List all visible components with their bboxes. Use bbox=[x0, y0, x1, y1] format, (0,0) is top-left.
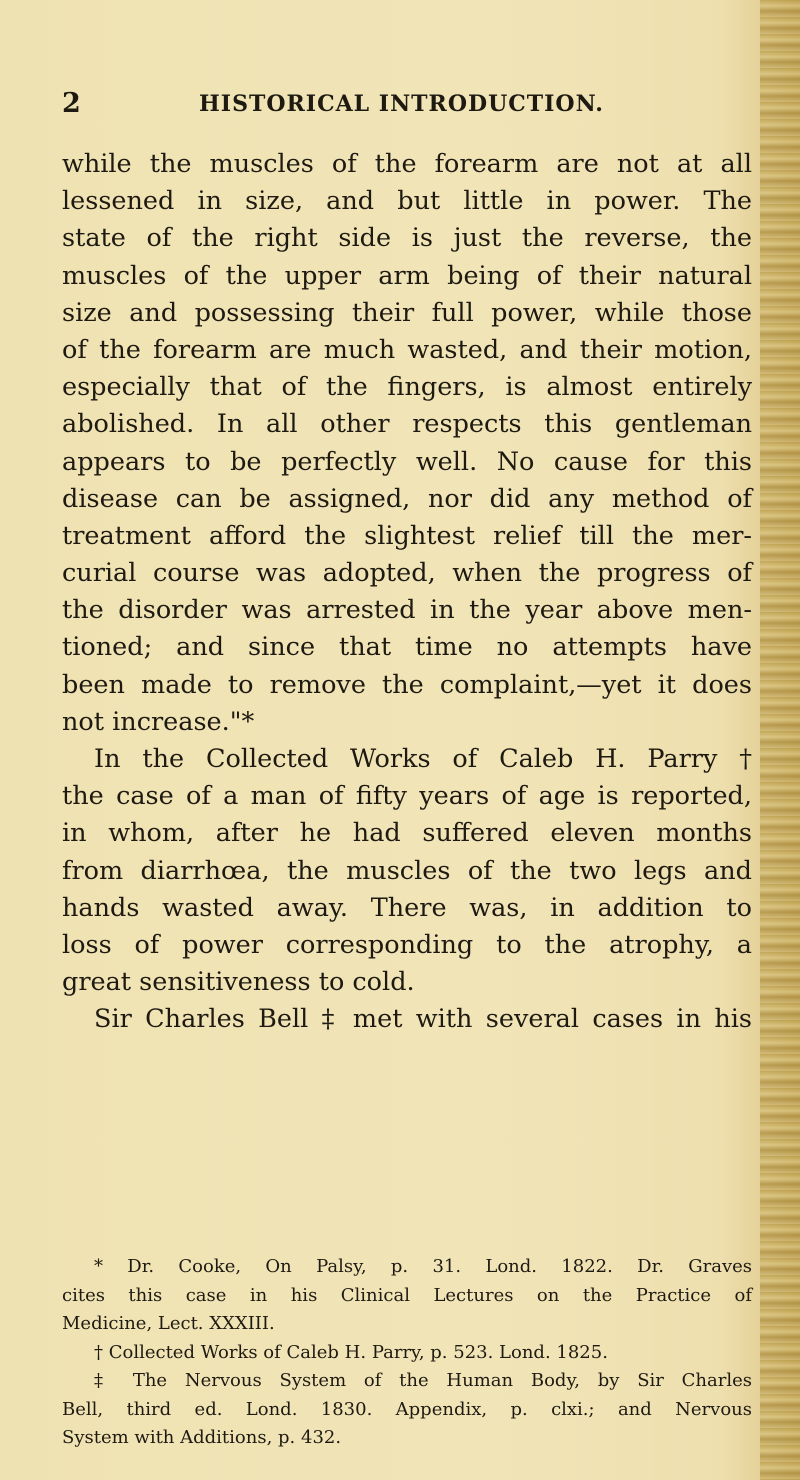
body-line: tioned; and since that time no attempts have bbox=[62, 632, 752, 663]
page-edge-shadow bbox=[760, 0, 800, 1480]
body-line: muscles of the upper arm being of their natural bbox=[62, 260, 752, 291]
body-line: state of the right side is just the reverse, the bbox=[62, 223, 752, 254]
body-line: been made to remove the complaint,—yet it does bbox=[62, 669, 752, 700]
body-line: especially that of the fingers, is almost entirely bbox=[62, 372, 752, 403]
running-head: HISTORICAL INTRODUCTION. bbox=[199, 91, 604, 117]
body-line: appears to be perfectly well. No cause for this bbox=[62, 446, 752, 477]
body-line: abolished. In all other respects this gentleman bbox=[62, 409, 752, 440]
body-line: of the forearm are much wasted, and their motion, bbox=[62, 334, 752, 365]
footnote-line: Bell, third ed. Lond. 1830. Appendix, p. clxi.; and Nervous bbox=[62, 1398, 752, 1420]
body-line: in whom, after he had suffered eleven months bbox=[62, 818, 752, 849]
body-line: while the muscles of the forearm are not at all bbox=[62, 149, 752, 179]
body-line: lessened in size, and but little in power. The bbox=[62, 186, 752, 217]
footnote-line: Medicine, Lect. XXXIII. bbox=[62, 1313, 275, 1334]
body-text bbox=[62, 146, 752, 1039]
body-line: hands wasted away. There was, in addition to bbox=[62, 892, 752, 923]
body-line: curial course was adopted, when the progress of bbox=[62, 558, 752, 589]
footnote-line: cites this case in his Clinical Lectures on the Practice of bbox=[62, 1284, 752, 1306]
page-header bbox=[62, 88, 752, 128]
body-line: treatment afford the slightest relief till the mer- bbox=[62, 520, 752, 551]
footnote-line: † Collected Works of Caleb H. Parry, p. 523. Lond. 1825. bbox=[94, 1341, 608, 1363]
body-line: from diarrhœa, the muscles of the two legs and bbox=[62, 855, 752, 886]
body-line: the disorder was arrested in the year above men- bbox=[62, 595, 752, 626]
footnote-line: System with Additions, p. 432. bbox=[62, 1427, 342, 1448]
body-line: not increase."* bbox=[62, 706, 255, 737]
body-line: great sensitiveness to cold. bbox=[62, 967, 415, 998]
body-line: size and possessing their full power, while those bbox=[62, 297, 752, 328]
body-line: the case of a man of fifty years of age is reported, bbox=[62, 781, 752, 812]
footnote-line: * Dr. Cooke, On Palsy, p. 31. Lond. 1822. Dr. Graves bbox=[94, 1256, 752, 1277]
footnote-line: ‡ The Nervous System of the Human Body, by Sir Charles bbox=[94, 1370, 752, 1391]
footnotes bbox=[62, 1253, 752, 1453]
body-line: loss of power corresponding to the atrophy, a bbox=[62, 929, 752, 960]
body-line: In the Collected Works of Caleb H. Parry † bbox=[94, 744, 752, 774]
body-line: Sir Charles Bell ‡ met with several cases in his bbox=[94, 1004, 752, 1035]
page-number: 2 bbox=[62, 88, 81, 119]
body-line: disease can be assigned, nor did any method of bbox=[62, 483, 752, 514]
